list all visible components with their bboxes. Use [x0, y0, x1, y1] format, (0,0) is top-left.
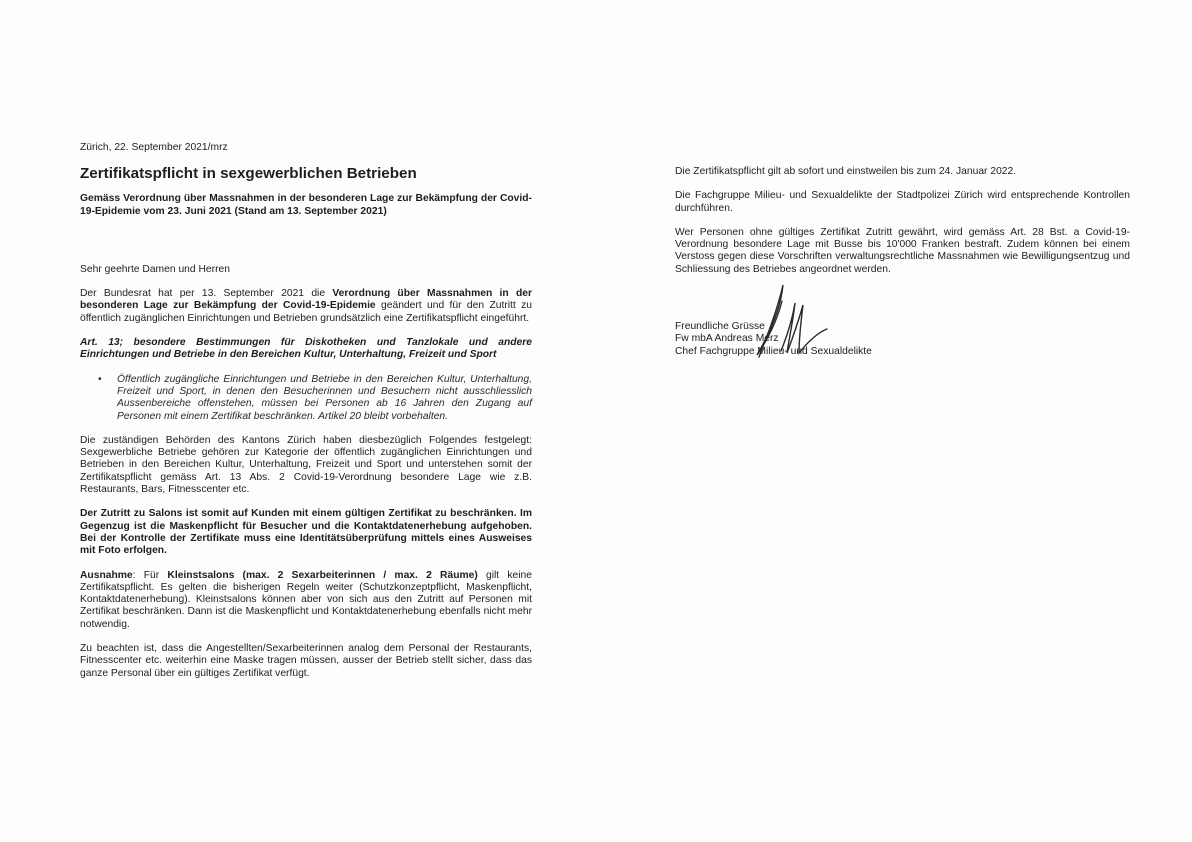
intro-text-2: geändert und für den Zutritt zu öffentlich zugänglichen Einrichtungen und Betrieben grundsätzlich eine Zertifikatspflicht eingeführt. [80, 300, 532, 324]
article-bullet-text: Öffentlich zugängliche Einrichtungen und Betriebe in den Bereichen Kultur, Unterhaltung, Freizeit und Sport, in denen den Besucherinnen und Besuchern nicht ausschliesslich Aussenbereiche offenstehen, müssen bei Personen ab 16 Jahren den Zugang auf Personen mit einem Zertifikat beschränken. Artikel 20 bleibt vorbehalten. [117, 373, 532, 422]
document-subtitle: Gemäss Verordnung über Massnahmen in der besonderen Lage zur Bekämpfung der Covid-19-Epidemie vom 23. Juni 2021 (Stand am 13. September 2021) [80, 193, 532, 217]
handwritten-signature-icon [737, 281, 837, 363]
date-line: Zürich, 22. September 2021/mrz [80, 142, 228, 153]
page-right [675, 166, 1130, 358]
signatory-role: Chef Fachgruppe Milieu- und Sexualdelikte [675, 345, 872, 357]
controls-paragraph: Die Fachgruppe Milieu- und Sexualdelikte der Stadtpolizei Zürich wird entsprechende Kontrollen durchführen. [675, 190, 1130, 214]
validity-paragraph: Die Zertifikatspflicht gilt ab sofort und einstweilen bis zum 24. Januar 2022. [675, 166, 1017, 177]
access-paragraph: Der Zutritt zu Salons ist somit auf Kunden mit einem gültigen Zertifikat zu beschränken. Im Gegenzug ist die Maskenpflicht für Besucher und die Kontaktdatenerhebung aufgehoben. Bei der Kontrolle der Zertifikate muss eine Identitätsüberprüfung mittels eines Ausweises mit Foto erfolgen. [80, 508, 532, 557]
document-title: Zertifikatspflicht in sexgewerblichen Betrieben [80, 165, 417, 183]
exception-small-salons: Kleinstsalons (max. 2 Sexarbeiterinnen / max. 2 Räume) [167, 569, 478, 581]
intro-ordinance-name: Verordnung über Massnahmen in der besonderen Lage zur Bekämpfung der Covid-19-Epidemie [80, 288, 532, 312]
signature-block [675, 321, 1130, 358]
penalty-paragraph: Wer Personen ohne gültiges Zertifikat Zutritt gewährt, wird gemäss Art. 28 Bst. a Covid-19-Verordnung besondere Lage mit Busse bis 10'000 Franken bestraft. Zudem können bei einem Verstoss gegen diese Vorschriften verwaltungsrechtliche Massnahmen wie Bewilligungsentzug und Schliessung des Betriebes angeordnet werden. [675, 226, 1130, 275]
greeting: Sehr geehrte Damen und Herren [80, 263, 230, 275]
intro-text-1: Der Bundesrat hat per 13. September 2021 die [80, 288, 333, 300]
closing-salutation: Freundliche Grüsse [675, 321, 765, 333]
exception-text-1: : Für [132, 569, 168, 581]
article-bullet-item [98, 373, 532, 423]
exception-paragraph [80, 570, 532, 631]
intro-paragraph [80, 288, 532, 325]
page-left [80, 142, 532, 680]
article-bullet-list [80, 374, 532, 423]
article-heading: Art. 13; besondere Bestimmungen für Diskotheken und Tanzlokale und andere Einrichtungen und Betriebe in den Bereichen Kultur, Unterhaltung, Freizeit und Sport [80, 337, 532, 361]
signatory-name: Fw mbA Andreas Merz [675, 333, 779, 345]
exception-text-2: gilt keine Zertifikatspflicht. Es gelten die bisherigen Regeln weiter (Schutzkonzeptpflicht, Maskenpflicht, Kontaktdatenerhebung). Kleinstsalons können aber von sich aus den Zutritt auf Personen mit Zertifikat beschränken. Dann ist die Maskenpflicht und Kontaktdatenerhebung ebenfalls nicht mehr notwendig. [80, 569, 532, 630]
staff-paragraph: Zu beachten ist, dass die Angestellten/Sexarbeiterinnen analog dem Personal der Restaurants, Fitnesscenter etc. weiterhin eine Maske tragen müssen, ausser der Betrieb stellt sicher, dass das ganze Personal über ein gültiges Zertifikat verfügt. [80, 643, 532, 679]
bullet-icon: • [98, 373, 102, 385]
authorities-paragraph: Die zuständigen Behörden des Kantons Zürich haben diesbezüglich Folgendes festgelegt: Sexgewerbliche Betriebe gehören zur Kategorie der öffentlich zugänglichen Einrichtungen und Betrieben in den Bereichen Kultur, Unterhaltung, Freizeit und Sport und unterstehen somit der Zertifikatspflicht gemäss Art. 13 Abs. 2 Covid-19-Verordnung besondere Lage wie z.B. Restaurants, Bars, Fitnesscenter etc. [80, 434, 532, 496]
exception-label: Ausnahme [80, 569, 133, 581]
